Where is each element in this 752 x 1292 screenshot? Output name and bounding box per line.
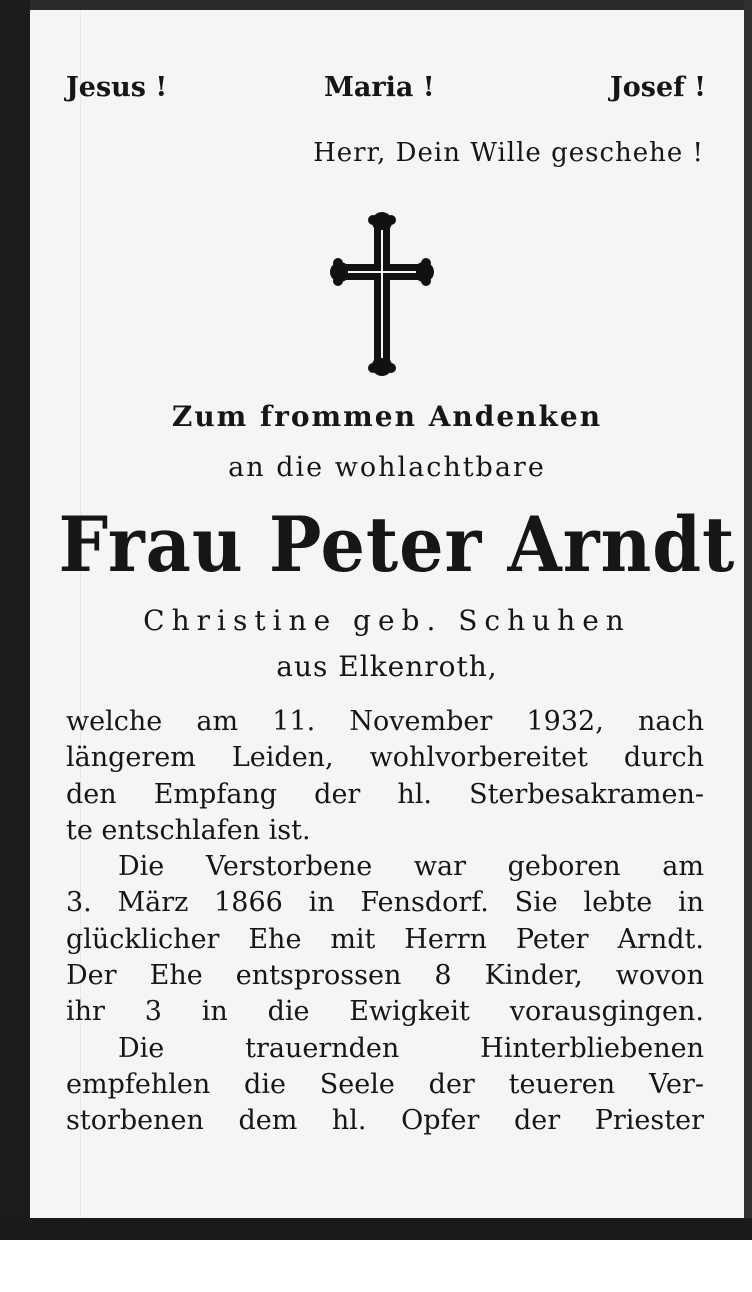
maiden-name: Christine geb. Schuhen (143, 604, 631, 637)
heading-remembrance: Zum frommen Andenken (171, 400, 603, 433)
text-line: ihr 3 in die Ewigkeit vorausgingen. (66, 996, 704, 1028)
invocations-row (66, 72, 706, 112)
obituary-text (66, 704, 704, 1140)
invocation-jesus: Jesus ! (66, 72, 168, 103)
place-of-origin: aus Elkenroth, (276, 650, 498, 683)
scan-border-top (0, 0, 752, 10)
scan-border-bottom (0, 1218, 752, 1240)
scan-border-left (0, 0, 30, 1240)
text-line: storbenen dem hl. Opfer der Priester (66, 1105, 704, 1137)
scan-margin (0, 1240, 752, 1292)
scan-border-right (744, 0, 752, 1240)
text-line: Die Verstorbene war geboren am (118, 851, 704, 883)
deceased-name: Frau Peter Arndt (58, 500, 736, 589)
invocation-josef: Josef ! (609, 72, 706, 103)
text-line: te entschlafen ist. (66, 814, 311, 846)
invocation-maria: Maria ! (324, 72, 435, 103)
text-line: 3. März 1866 in Fensdorf. Sie lebte in (66, 887, 704, 919)
cross-icon (330, 212, 434, 376)
prayer-line: Herr, Dein Wille geschehe ! (313, 138, 704, 168)
text-line: welche am 11. November 1932, nach (66, 706, 704, 737)
text-line: Der Ehe entsprossen 8 Kinder, wovon (66, 960, 704, 992)
text-line: längerem Leiden, wohlvorbereitet durch (66, 742, 704, 774)
text-line: empfehlen die Seele der teueren Ver- (66, 1068, 704, 1100)
text-line: den Empfang der hl. Sterbesakramen- (66, 778, 704, 810)
heading-dedication: an die wohlachtbare (228, 452, 546, 483)
text-line: Die trauernden Hinterbliebenen (118, 1032, 704, 1064)
text-line: glücklicher Ehe mit Herrn Peter Arndt. (66, 923, 704, 955)
